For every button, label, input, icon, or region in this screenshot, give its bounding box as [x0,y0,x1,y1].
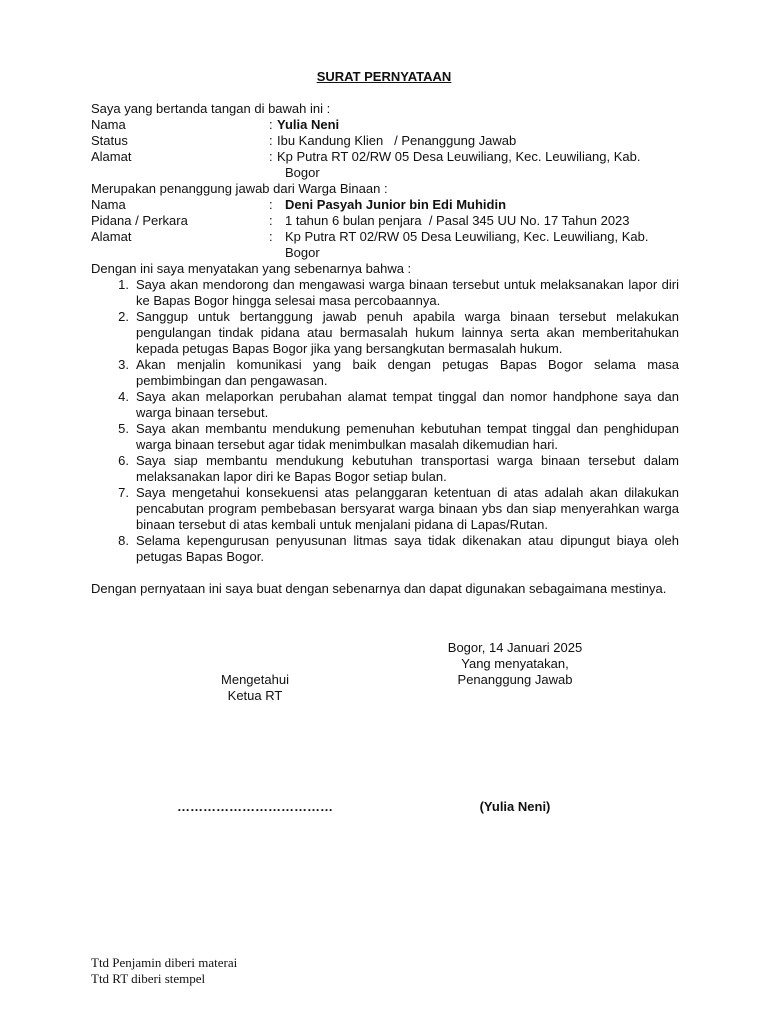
colon: : [269,229,273,244]
item-number: 8. [118,533,129,548]
item-number: 1. [118,277,129,292]
item-number: 4. [118,389,129,404]
list-item [91,389,679,421]
footnote-stamp-rt: Ttd RT diberi stempel [91,971,206,986]
item-number: 2. [118,309,129,324]
footnotes [91,955,237,987]
closing-paragraph: Dengan pernyataan ini saya buat dengan sebenarnya dan dapat digunakan sebagaimana mestinya. [91,581,667,596]
inmate-name-value: Deni Pasyah Junior bin Edi Muhidin [285,197,507,212]
colon: : [269,117,273,132]
declarant-name-label: Nama [91,117,126,132]
witness-role: Ketua RT [227,688,283,703]
declarant-signature-block [410,640,620,688]
item-number: 7. [118,485,129,500]
item-text: Saya akan membantu mendukung pemenuhan kebutuhan tempat tinggal dan penghidupan warga binaan tersebut agar tidak menimbulkan masalah dikemudian hari. [136,421,679,452]
item-text: Sanggup untuk bertanggung jawab penuh apabila warga binaan tersebut melakukan pengulangan tindak pidana atau bermasalah hukum lainnya serta akan memberitahukan kepada petugas Bapas Bogor jika yang bersangkutan bermasalah hukum. [136,309,679,356]
list-item [91,277,679,309]
colon: : [269,213,273,228]
declarant-address-row [91,149,679,181]
declarant-address-line1: Kp Putra RT 02/RW 05 Desa Leuwiliang, Kec. Leuwiliang, Kab. [277,149,641,164]
declarant-status-value: Ibu Kandung Klien / Penanggung Jawab [277,133,517,148]
inmate-address-row [91,229,679,261]
colon: : [269,149,273,164]
statement-list [91,277,679,565]
item-text: Saya akan melaporkan perubahan alamat tempat tinggal dan nomor handphone saya dan warga binaan tersebut. [136,389,679,420]
witness-title: Mengetahui [221,672,289,687]
footnote-stamp-guarantor: Ttd Penjamin diberi materai [91,955,238,970]
declarant-address-label: Alamat [91,149,132,164]
statement-intro: Dengan ini saya menyatakan yang sebenarnya bahwa : [91,261,412,276]
witness-signature-block [180,672,330,704]
inmate-case-label: Pidana / Perkara [91,213,188,228]
list-item [91,453,679,485]
declarant-address-value [277,149,679,181]
inmate-name-row [91,197,679,213]
inmate-address-line2: Bogor [285,245,320,260]
colon: : [269,133,273,148]
inmate-case-value: 1 tahun 6 bulan penjara / Pasal 345 UU No. 17 Tahun 2023 [285,213,630,228]
item-text: Saya siap membantu mendukung kebutuhan transportasi warga binaan tersebut dalam melaksanakan lapor diri ke Bapas Bogor setiap bulan. [136,453,679,484]
list-item [91,485,679,533]
colon: : [269,197,273,212]
page-title: SURAT PERNYATAAN [316,69,452,84]
list-item [91,533,679,565]
item-text: Akan menjalin komunikasi yang baik dengan petugas Bapas Bogor selama masa pembimbingan dan pengawasan. [136,357,679,388]
inmate-address-label: Alamat [91,229,132,244]
inmate-case-row [91,213,679,229]
declarant-status-label: Status [91,133,128,148]
declarant-address-line2: Bogor [285,165,320,180]
inmate-address-line1: Kp Putra RT 02/RW 05 Desa Leuwiliang, Kec. Leuwiliang, Kab. [285,229,649,244]
declarant-role: Penanggung Jawab [457,672,573,687]
declarant-name-row [91,117,679,133]
item-number: 5. [118,421,129,436]
inmate-name-label: Nama [91,197,126,212]
list-item [91,421,679,453]
spacer [91,565,679,581]
witness-name-line: ……………………………… [177,799,333,814]
item-text: Saya mengetahui konsekuensi atas pelanggaran ketentuan di atas adalah akan dilakukan pencabutan program pembebasan bersyarat warga binaan ybs dan siap menyerahkan warga binaan tersebut di atas kembali untuk menjalani pidana di Lapas/Rutan. [136,485,679,532]
place-date: Bogor, 14 Januari 2025 [447,640,583,655]
guarantor-line: Merupakan penanggung jawab dari Warga Binaan : [91,181,388,196]
declarant-name-value: Yulia Neni [277,117,340,132]
item-number: 6. [118,453,129,468]
inmate-address-value [285,229,679,261]
list-item [91,309,679,357]
item-text: Saya akan mendorong dan mengawasi warga binaan tersebut untuk melaksanakan lapor diri ke Bapas Bogor hingga selesai masa percobaannya. [136,277,679,308]
item-number: 3. [118,357,129,372]
declarant-section [91,101,679,597]
list-item [91,357,679,389]
declarant-name-signature: (Yulia Neni) [479,799,551,814]
item-text: Selama kepengurusan penyusunan litmas saya tidak dikenakan atau dipungut biaya oleh petugas Bapas Bogor. [136,533,679,564]
declarant-title: Yang menyatakan, [461,656,569,671]
declarant-status-row [91,133,679,149]
intro-text: Saya yang bertanda tangan di bawah ini : [91,101,331,116]
